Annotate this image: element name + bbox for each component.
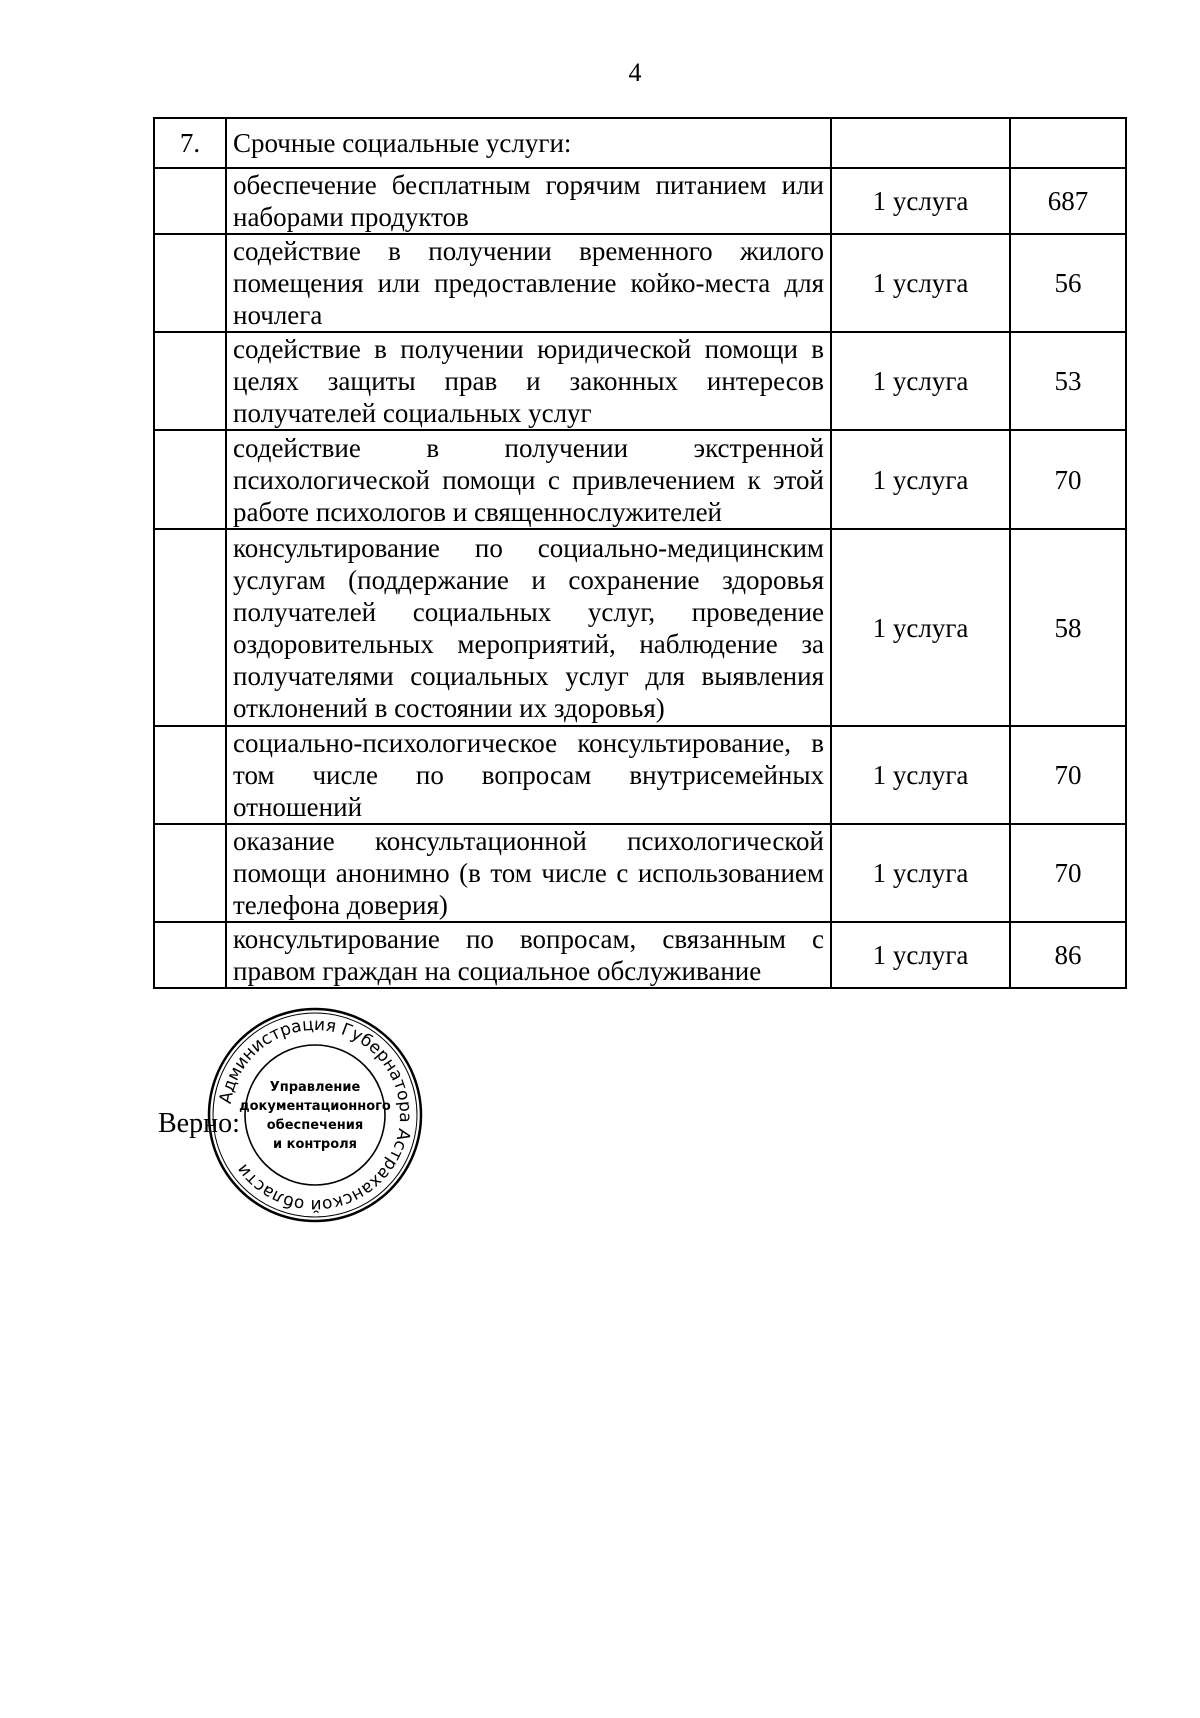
official-seal xyxy=(203,1003,427,1227)
services-table-body xyxy=(154,118,1126,988)
section-header-row xyxy=(154,118,1126,168)
row-number-empty xyxy=(154,529,226,726)
section-unit-empty xyxy=(831,118,1010,168)
table-row xyxy=(154,824,1126,922)
row-number-empty xyxy=(154,824,226,922)
service-unit: 1 услуга xyxy=(831,430,1010,529)
service-description: обеспечение бесплатным горячим питанием или наборами продуктов xyxy=(226,168,831,234)
service-count: 70 xyxy=(1010,726,1126,824)
row-number-empty xyxy=(154,234,226,332)
section-count-empty xyxy=(1010,118,1126,168)
service-description: содействие в получении временного жилого помещения или предоставление койко-места для ночлега xyxy=(226,234,831,332)
seal-inner-line: Управление xyxy=(269,1080,361,1095)
service-description: консультирование по вопросам, связанным с правом граждан на социальное обслуживание xyxy=(226,922,831,988)
section-number: 7. xyxy=(154,118,226,168)
table-row xyxy=(154,168,1126,234)
service-description: содействие в получении экстренной психологической помощи с привлечением к этой работе психологов и священнослужителей xyxy=(226,430,831,529)
service-description: социально-психологическое консультирование, в том числе по вопросам внутрисемейных отношений xyxy=(226,726,831,824)
service-count: 70 xyxy=(1010,430,1126,529)
table-row xyxy=(154,726,1126,824)
table-row xyxy=(154,234,1126,332)
row-number-empty xyxy=(154,332,226,430)
service-count: 687 xyxy=(1010,168,1126,234)
table-row xyxy=(154,922,1126,988)
seal-inner-line: и контроля xyxy=(272,1137,358,1152)
table-row xyxy=(154,529,1126,726)
service-description: оказание консультационной психологической помощи анонимно (в том числе с использованием телефона доверия) xyxy=(226,824,831,922)
service-count: 53 xyxy=(1010,332,1126,430)
seal-inner-line: обеспечения xyxy=(266,1118,364,1133)
services-table xyxy=(153,117,1127,989)
service-unit: 1 услуга xyxy=(831,726,1010,824)
service-count: 86 xyxy=(1010,922,1126,988)
service-unit: 1 услуга xyxy=(831,168,1010,234)
certification-text: Верно: xyxy=(158,1108,240,1139)
section-title: Срочные социальные услуги: xyxy=(226,118,831,168)
table-row xyxy=(154,332,1126,430)
service-unit: 1 услуга xyxy=(831,332,1010,430)
service-unit: 1 услуга xyxy=(831,529,1010,726)
service-unit: 1 услуга xyxy=(831,824,1010,922)
row-number-empty xyxy=(154,168,226,234)
seal-inner-line: документационного xyxy=(239,1099,391,1114)
page-number: 4 xyxy=(628,58,642,87)
service-unit: 1 услуга xyxy=(831,922,1010,988)
service-description: содействие в получении юридической помощи в целях защиты прав и законных интересов получателей социальных услуг xyxy=(226,332,831,430)
row-number-empty xyxy=(154,726,226,824)
row-number-empty xyxy=(154,922,226,988)
seal-graphic xyxy=(203,1003,427,1227)
table-row xyxy=(154,430,1126,529)
service-count: 70 xyxy=(1010,824,1126,922)
service-count: 58 xyxy=(1010,529,1126,726)
seal-outer-text: Администрация Губернатора Астраханской области xyxy=(215,1014,416,1216)
service-unit: 1 услуга xyxy=(831,234,1010,332)
row-number-empty xyxy=(154,430,226,529)
service-description: консультирование по социально-медицинским услугам (поддержание и сохранение здоровья получателей социальных услуг, проведение оздоровительных мероприятий, наблюдение за получателями социальных услуг для выявления отклонений в состоянии их здоровья) xyxy=(226,529,831,726)
service-count: 56 xyxy=(1010,234,1126,332)
